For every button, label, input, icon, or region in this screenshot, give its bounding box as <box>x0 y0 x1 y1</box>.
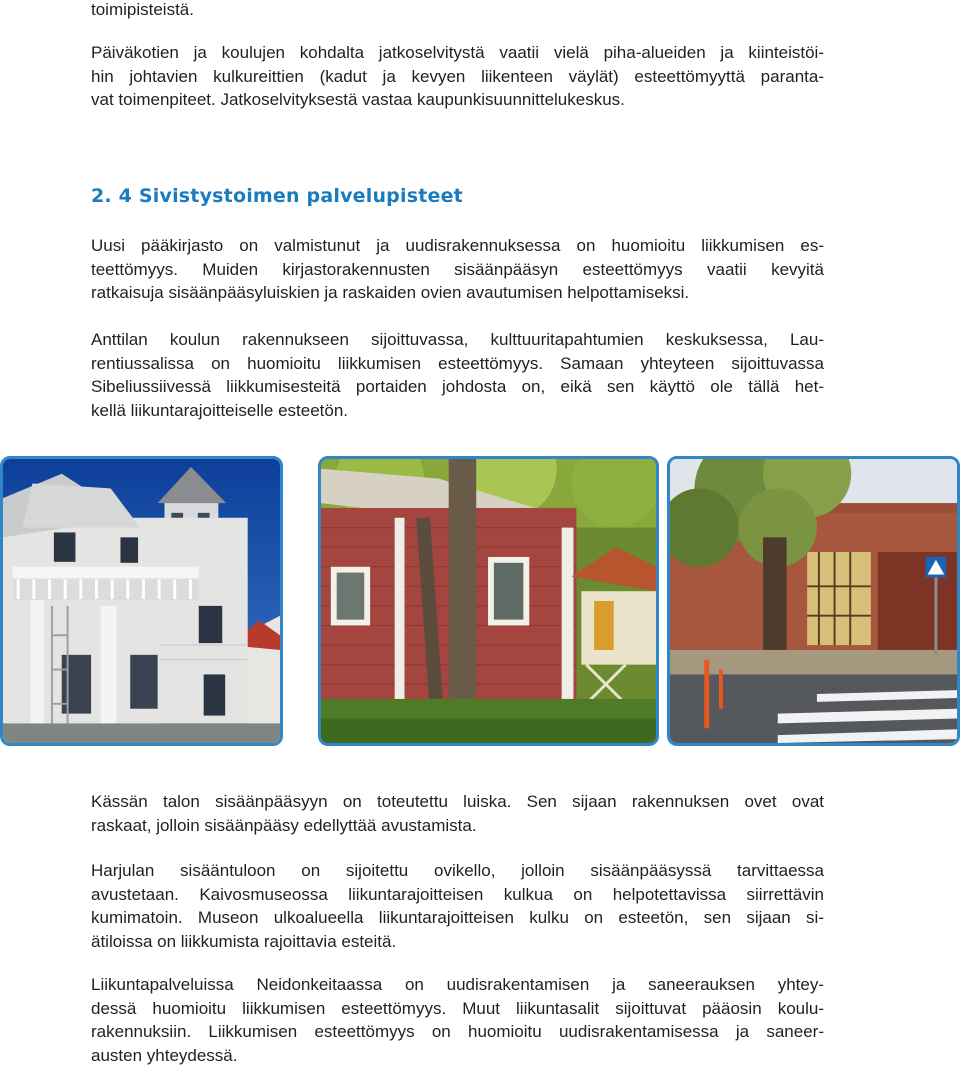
top-fragment: toimipisteistä. <box>91 0 194 19</box>
red-house-illustration <box>321 459 656 743</box>
library-paragraph: Uusi pääkirjasto on valmistunut ja uudisrakennuksessa on huomioitu liikkumisen es- teettömyys. Muiden kirjastorakennusten sisäänpääsyn esteettömyys vaatii kevyitä ratkaisuja sisäänpääsyluiskien ja raskaiden ovien avautumisen helpottamiseksi. <box>91 236 824 302</box>
kassa-paragraph: Kässän talon sisäänpääsyyn on toteutettu luiska. Sen sijaan rakennuksen ovet ovat raskaat, jolloin sisäänpääsy edellyttää avustamista. <box>91 792 824 835</box>
anttila-paragraph: Anttilan koulun rakennukseen sijoittuvassa, kulttuuritapahtumien keskuksessa, Lau- rentiussalissa on huomioitu liikkumisen esteettömyys. Samaan yhteyteen sijoittuvassa Sibeliussiivessä liikkumisesteitä portaiden johdosta on, eikä sen käyttö ole tällä het- kellä liikuntarajoitteiselle esteetön. <box>91 330 824 420</box>
intro-paragraph: Päiväkotien ja koulujen kohdalta jatkoselvitystä vaatii vielä piha-alueiden ja kiinteistöi- hin johtavien kulkureittien (kadut ja kevyen liikenteen väylät) esteettömyyttä paranta- vat toimenpiteet. Jatkoselvityksestä vastaa kaupunkisuunnittelukeskus. <box>91 43 824 109</box>
sports-paragraph: Liikuntapalveluissa Neidonkeitaassa on uudisrakentamisen ja saneerauksen yhtey- dessä huomioitu liikkumisen esteettömyys. Muut liikuntasalit sijoittuvat pääosin koulu- rakennuksiin. Liikkumisen esteettömyys on huomioitu uudisrakentamisessa ja saneer- austen yhteydessä. <box>91 975 824 1065</box>
brick-building-illustration <box>670 459 957 743</box>
harjula-paragraph: Harjulan sisääntuloon on sijoitettu ovikello, jolloin sisäänpääsyssä tarvittaessa avustetaan. Kaivosmuseossa liikuntarajoitteisen kulkua on helpotettavissa siirrettävin kumimatoin. Museon ulkoalueella liikuntarajoitteisen kulku on esteetön, sen sijaan si- ätiloissa on liikkumista rajoittavia esteitä. <box>91 861 824 951</box>
villa-illustration <box>3 459 280 743</box>
red-wooden-house-photo <box>318 456 659 746</box>
white-wooden-villa-photo <box>0 456 283 746</box>
section-heading: 2. 4 Sivistystoimen palvelupisteet <box>91 185 463 207</box>
brick-building-construction-photo <box>667 456 960 746</box>
